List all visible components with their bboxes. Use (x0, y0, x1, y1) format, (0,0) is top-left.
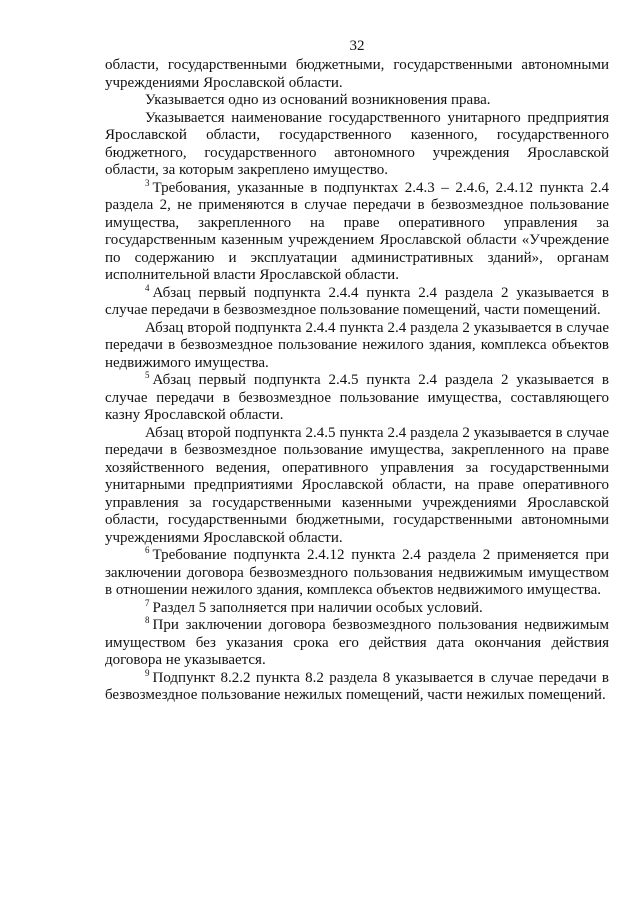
paragraph-text: Указывается одно из оснований возникновения права. (145, 92, 491, 108)
footnote-marker: 8 (145, 615, 150, 625)
footnote-8 (105, 617, 609, 670)
paragraph (105, 320, 609, 373)
footnote-marker: 9 (145, 667, 150, 678)
paragraph (105, 425, 609, 548)
paragraph (105, 92, 609, 110)
document-page (105, 38, 609, 705)
paragraph-text: Подпункт 8.2.2 пункта 8.2 раздела 8 указывается в случае передачи в безвозмездное пользование нежилых помещений, части нежилых помещений. (105, 669, 609, 703)
paragraph-text: Указывается наименование государственного унитарного предприятия Ярославской области, государственного казенного, государственного бюджетного, государственного автономного учреждения Ярославской области, за которым закреплено имущество. (105, 109, 609, 178)
footnote-marker: 4 (145, 282, 150, 293)
paragraph-text: Требования, указанные в подпунктах 2.4.3 – 2.4.6, 2.4.12 пункта 2.4 раздела 2, не применяются в случае передачи в безвозмездное пользование имущества, закрепленного на праве оперативного управления за государственным казенным учреждением Ярославской области «Учреждение по содержанию и эксплуатации административных зданий», органам исполнительной власти Ярославской области. (105, 179, 609, 283)
footnote-4 (105, 282, 609, 320)
footnote-marker: 3 (145, 177, 150, 188)
paragraph-text: области, государственными бюджетными, государственными автономными учреждениями Ярославской области. (105, 57, 609, 91)
paragraph-continuation (105, 57, 609, 92)
footnote-3 (105, 177, 609, 285)
paragraph-text: Раздел 5 заполняется при наличии особых условий. (152, 599, 483, 616)
footnote-5 (105, 372, 609, 425)
paragraph-text: Абзац первый подпункта 2.4.4 пункта 2.4 раздела 2 указывается в случае передачи в безвозмездное пользование помещений, части помещений. (105, 284, 609, 318)
footnote-marker: 7 (145, 597, 150, 608)
page-number: 32 (349, 38, 365, 54)
paragraph-text: Требование подпункта 2.4.12 пункта 2.4 раздела 2 применяется при заключении договора безвозмездного пользования недвижимым имуществом в отношении нежилого здания, комплекса объектов недвижимого имущества. (105, 547, 609, 598)
paragraph-text: Абзац второй подпункта 2.4.5 пункта 2.4 раздела 2 указывается в случае передачи в безвозмездное пользование имущества, закрепленного на праве хозяйственного ведения, оперативного управления за государственными унитарными предприятиями Ярославской области, на праве оперативного управления за государственными казенными учреждениями Ярославской области, государственными бюджетными, государственными автономными учреждениями Ярославской области. (105, 424, 609, 546)
footnote-marker: 6 (145, 545, 150, 555)
footnote-7 (105, 597, 609, 618)
paragraph-text: При заключении договора безвозмездного пользования недвижимым имуществом без указания срока его действия дата окончания действия договора не указывается. (105, 617, 609, 668)
footnote-marker: 5 (145, 370, 150, 380)
footnote-9 (105, 667, 609, 705)
paragraph-text: Абзац второй подпункта 2.4.4 пункта 2.4 раздела 2 указывается в случае передачи в безвозмездное пользование нежилого здания, комплекса объектов недвижимого имущества. (105, 319, 609, 371)
footnote-6 (105, 547, 609, 600)
paragraph (105, 110, 609, 180)
paragraph-text: Абзац первый подпункта 2.4.5 пункта 2.4 раздела 2 указывается в случае передачи в безвозмездное пользование имущества, составляющего казну Ярославской области. (105, 372, 609, 423)
